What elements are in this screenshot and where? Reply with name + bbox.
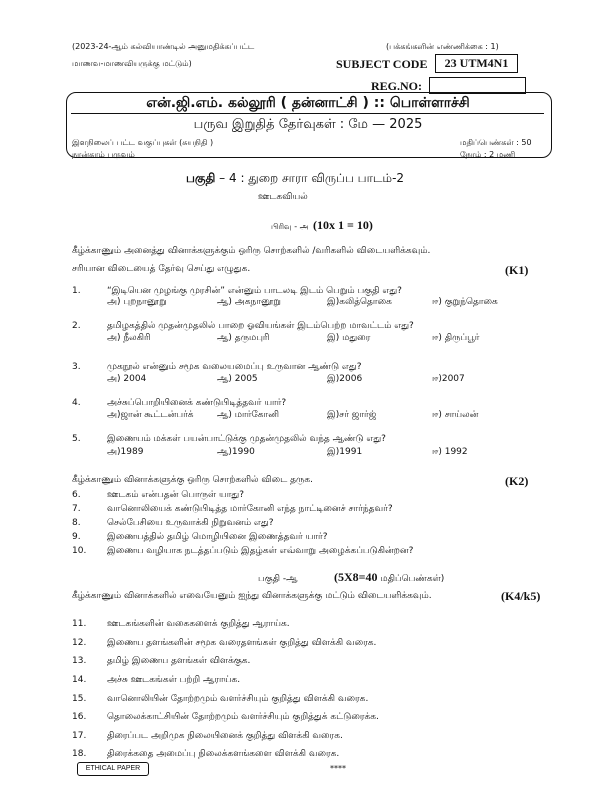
part-title-rest: – 4 : துறை சாரா விருப்ப பாடம்-2 bbox=[215, 171, 405, 185]
option-c: இ) மதுரை bbox=[327, 333, 371, 343]
question-text: தமிழ் இணைய தளங்கள் விளக்குக. bbox=[107, 656, 251, 666]
question-number: 10. bbox=[72, 546, 87, 556]
section-a-label: பிரிவு - அ bbox=[271, 222, 309, 231]
subject-code-value: 23 UTM4N1 bbox=[435, 54, 518, 73]
option-c: இ)1991 bbox=[327, 447, 363, 457]
question-number: 5. bbox=[72, 434, 81, 444]
question-number: 12. bbox=[72, 638, 87, 648]
question-text: வானொலியைக் கண்டுபிடித்த மார்கோனி எந்த நாட்டினைச் சார்ந்தவர்? bbox=[107, 504, 393, 514]
option-b: ஆ) அகநானூறு bbox=[217, 297, 281, 307]
option-b: ஆ)1990 bbox=[217, 447, 255, 457]
question-text: ஊடகங்களின் வகைகளைக் குறித்து ஆராய்க. bbox=[107, 619, 290, 629]
question-number: 7. bbox=[72, 504, 81, 514]
part-title-bold: பகுதி bbox=[186, 171, 216, 185]
option-a: அ) புறநானூறு bbox=[107, 297, 167, 307]
option-d: ஈ)2007 bbox=[432, 374, 465, 384]
section-b-marks-rest: மதிப்பெண்கள்) bbox=[377, 574, 445, 584]
question-number: 17. bbox=[72, 731, 87, 741]
option-c: இ)கலித்தொகை bbox=[327, 297, 392, 307]
session-note-line1: (2023-24-ஆம் கல்வியாண்டில் அனுமதிக்கப்பட்ட bbox=[72, 42, 255, 51]
question-text: திரைக்கதை அமைப்பு நிலைக்களங்களை விளக்கி வரைக. bbox=[107, 749, 340, 759]
option-a: அ)ஜான் கூட்டன்பர்க் bbox=[107, 410, 194, 420]
section-a-level: (K1) bbox=[505, 263, 529, 277]
section-b-instruction: கீழ்க்காணும் வினாக்களில் எவையேனும் ஐந்து வினாக்களுக்கு மட்டும் விடையளிக்கவும். bbox=[72, 591, 432, 601]
question-number: 8. bbox=[72, 518, 81, 528]
section-a-instruction-2: சரியான விடையைத் தேர்வு செய்து எழுதுக. bbox=[72, 264, 251, 274]
question-text: அச்சுப்பொறியினைக் கண்டுபிடித்தவர் யார்? bbox=[107, 398, 287, 408]
section-b-level: (K4/k5) bbox=[501, 589, 541, 603]
question-text: வானொலியின் தோற்றமும் வளர்ச்சியும் குறித்து விளக்கி வரைக. bbox=[107, 694, 369, 704]
part-title bbox=[186, 171, 404, 187]
question-text: திரைப்பட அறிமுக நிலையினைக் குறித்து விளக்கி வரைக. bbox=[107, 731, 343, 741]
question-text: இணைய தளங்களின் சமூக வரைதளங்கள் குறித்து விளக்கி வரைக. bbox=[107, 638, 377, 648]
question-number: 14. bbox=[72, 675, 87, 685]
question-number: 2. bbox=[72, 321, 81, 331]
section-b-marks bbox=[334, 570, 444, 585]
option-a: அ) 2004 bbox=[107, 374, 147, 384]
option-d: ஈ) 1992 bbox=[432, 447, 468, 457]
option-c: இ)சர் ஜார்ஜ் bbox=[327, 410, 377, 420]
question-text: முகநூல் என்னும் சமூக வலையமைப்பு உருவான ஆண்டு எது? bbox=[107, 362, 362, 372]
section-a-marks: (10x 1 = 10) bbox=[313, 218, 373, 232]
question-text: “இடியென முழங்கு முரசின்” என்னும் பாடலடி இடம் பெறும் பகுதி எது? bbox=[107, 286, 402, 296]
semester: நான்காம் பருவம் bbox=[72, 150, 135, 159]
option-b: ஆ) தருமபுரி bbox=[217, 333, 270, 343]
section-a-instruction-1: கீழ்க்காணும் அனைத்து வினாக்களுக்கும் ஒரிரு சொற்களில் /வரிகளில் விடையளிக்கவும். bbox=[72, 246, 431, 256]
max-marks: மதிப்பெண்கள் : 50 bbox=[460, 138, 532, 147]
option-b: ஆ) 2005 bbox=[217, 374, 258, 384]
session-note-line2: மாணவ-மாணவியருக்கு மட்டும்) bbox=[72, 59, 192, 68]
question-text: இணைய வழியாக நடத்தப்படும் இதழ்கள் எவ்வாறு அழைக்கப்படுகின்றன? bbox=[107, 546, 414, 556]
page-count: (பக்கங்களின் எண்ணிக்கை : 1) bbox=[386, 42, 499, 51]
question-text: தொலைக்காட்சியின் தோற்றமும் வளர்ச்சியும் குறித்துக் கட்டுரைக்க. bbox=[107, 712, 379, 722]
course-name: இளநிலைப் பட்ட வகுப்புகள் (சுயநிதி ) bbox=[72, 138, 214, 147]
question-text: ஊடகம் என்பதன் பொருள் யாது? bbox=[107, 490, 244, 500]
short-answer-level: (K2) bbox=[505, 474, 529, 488]
header-divider bbox=[71, 113, 544, 114]
ethical-paper-badge: ETHICAL PAPER bbox=[77, 762, 149, 776]
question-number: 18. bbox=[72, 749, 87, 759]
option-d: ஈ) சாய்லன் bbox=[432, 410, 479, 420]
question-number: 15. bbox=[72, 694, 87, 704]
question-text: தமிழகத்தில் முதன்முதலில் பாறை ஓவியங்கள் இடம்பெற்ற மாவட்டம் எது? bbox=[107, 321, 414, 331]
question-number: 11. bbox=[72, 619, 87, 629]
question-number: 6. bbox=[72, 490, 81, 500]
question-number: 1. bbox=[72, 286, 81, 296]
option-a: அ) நீலகிரி bbox=[107, 333, 151, 343]
duration: நேரம் : 2 மணி bbox=[460, 150, 516, 159]
question-number: 13. bbox=[72, 656, 87, 666]
option-a: அ)1989 bbox=[107, 447, 144, 457]
option-b: ஆ) மார்கோனி bbox=[217, 410, 280, 420]
subject-code-label: SUBJECT CODE bbox=[336, 57, 428, 71]
college-name: என்.ஜி.எம். கல்லூரி ( தன்னாட்சி ) :: பொள்ளாச்சி bbox=[146, 95, 470, 111]
end-mark: **** bbox=[330, 764, 346, 773]
option-d: ஈ) திருப்பூர் bbox=[432, 333, 480, 343]
reg-no-label: REG.NO: bbox=[371, 79, 422, 93]
question-text: இணையம் மக்கள் பயன்பாட்டுக்கு முதன்முதலில் வந்த ஆண்டு எது? bbox=[107, 434, 386, 444]
question-number: 3. bbox=[72, 362, 81, 372]
exam-title: பருவ இறுதித் தேர்வுகள் : மே — 2025 bbox=[193, 117, 423, 132]
question-number: 4. bbox=[72, 398, 81, 408]
question-number: 16. bbox=[72, 712, 87, 722]
short-answer-instruction: கீழ்க்காணும் வினாக்களுக்கு ஒரிரு சொற்களில் விடை தருக. bbox=[72, 475, 313, 485]
section-b-label: பகுதி -ஆ bbox=[258, 574, 298, 584]
question-text: அச்சு ஊடகங்கள் பற்றி ஆராய்க. bbox=[107, 675, 241, 685]
question-text: இணையத்தில் தமிழ் மொழியினை இணைத்தவர் யார்? bbox=[107, 532, 328, 542]
option-c: இ)2006 bbox=[327, 374, 363, 384]
question-text: செல்பேசியை உருவாக்கி நிறுவனம் எது? bbox=[107, 518, 274, 528]
question-number: 9. bbox=[72, 532, 81, 542]
option-d: ஈ) குறுந்தொகை bbox=[432, 297, 498, 307]
subject-name: ஊடகவியல் bbox=[258, 192, 308, 202]
section-b-marks-bold: (5X8=40 bbox=[334, 570, 378, 584]
